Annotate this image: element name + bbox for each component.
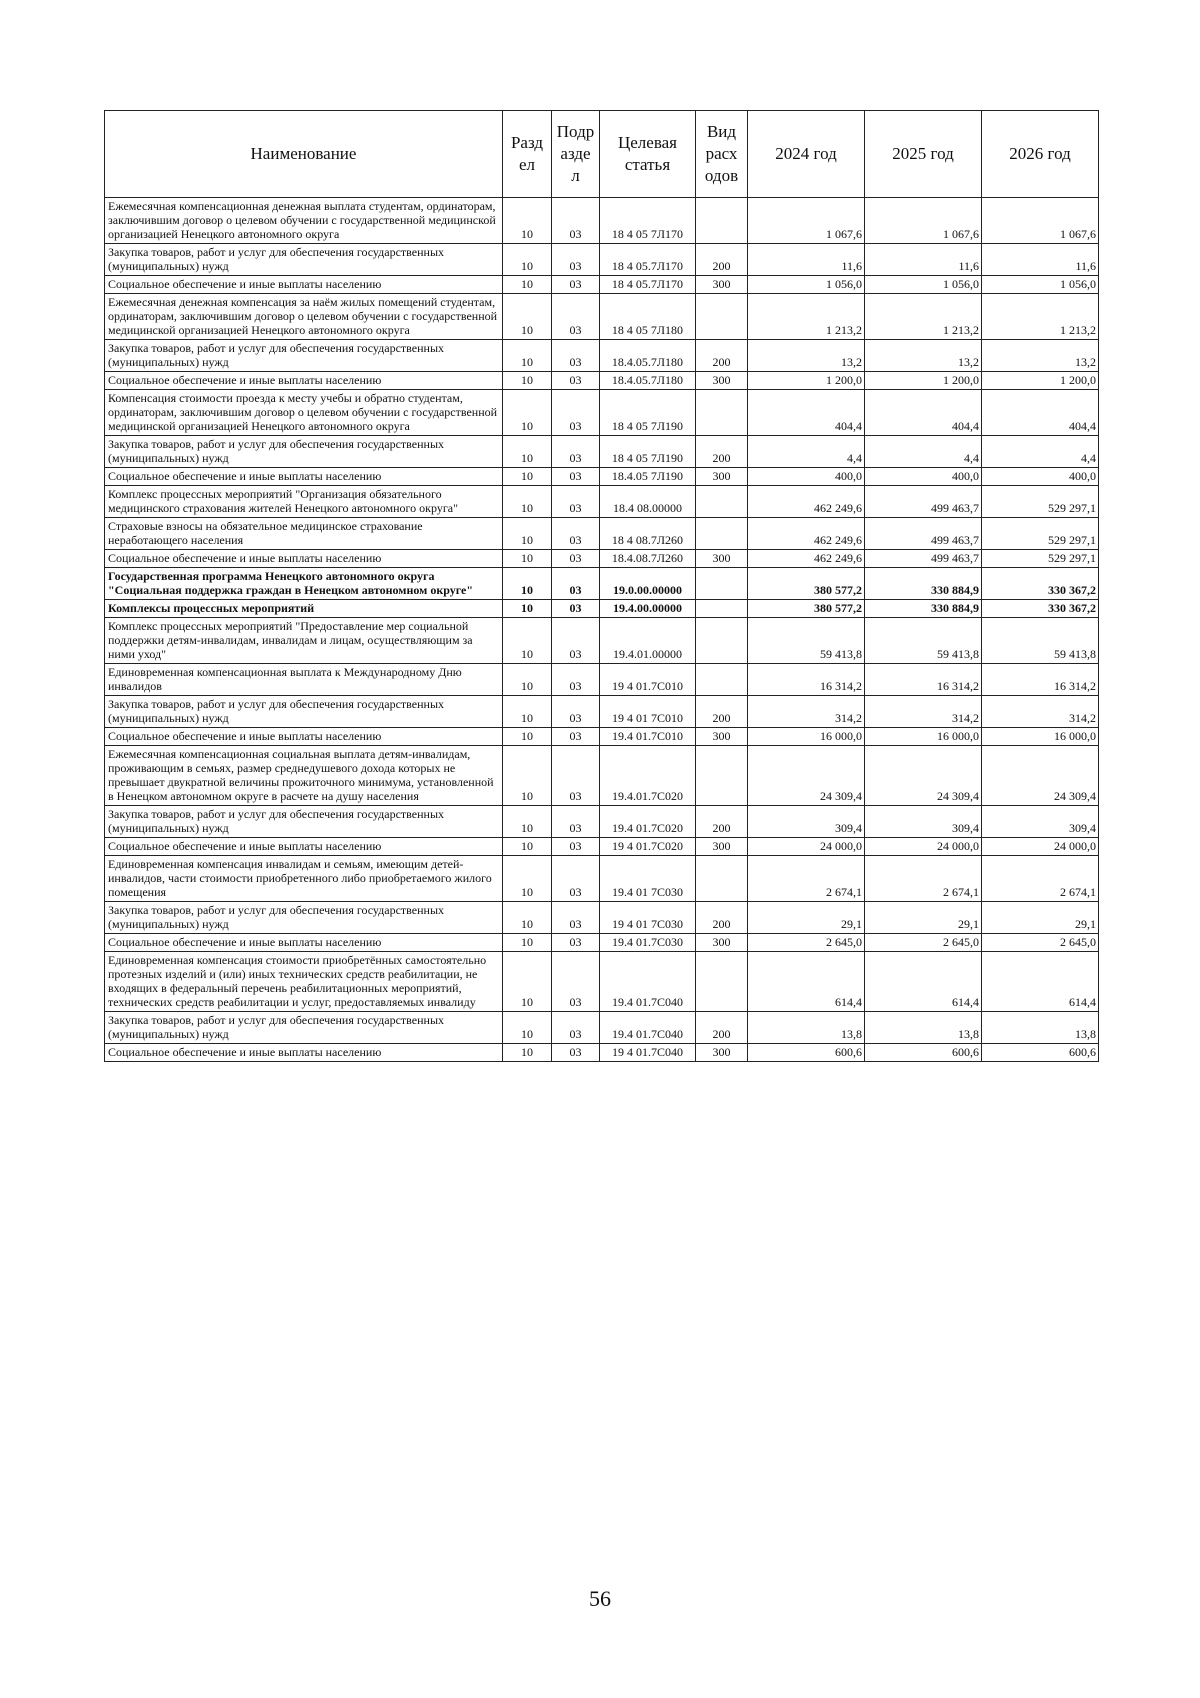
row-subsection: 03 — [552, 806, 600, 838]
row-value-2024: 2 645,0 — [748, 934, 865, 952]
row-section: 10 — [503, 340, 552, 372]
row-value-2024: 11,6 — [748, 244, 865, 276]
table-row — [105, 1012, 1099, 1044]
row-section: 10 — [503, 934, 552, 952]
row-value-2024: 16 314,2 — [748, 664, 865, 696]
row-expense-type: 300 — [696, 550, 748, 568]
row-target-article: 19 4 01.7С040 — [600, 1044, 696, 1062]
table-row — [105, 372, 1099, 390]
row-expense-type — [696, 746, 748, 806]
row-value-2025: 4,4 — [865, 436, 982, 468]
row-name: Государственная программа Ненецкого автономного округа "Социальная поддержка граждан в Ненецком автономном округе" — [105, 568, 503, 600]
row-target-article: 18 4 05 7Л170 — [600, 198, 696, 244]
row-value-2026: 2 645,0 — [982, 934, 1099, 952]
row-target-article: 19.4 01.7С030 — [600, 934, 696, 952]
table-row — [105, 340, 1099, 372]
row-value-2025: 309,4 — [865, 806, 982, 838]
table-row — [105, 244, 1099, 276]
header-subsection: Подр азде л — [552, 111, 600, 198]
row-expense-type: 300 — [696, 276, 748, 294]
row-value-2026: 309,4 — [982, 806, 1099, 838]
row-subsection: 03 — [552, 728, 600, 746]
row-section: 10 — [503, 696, 552, 728]
row-name: Комплексы процессных мероприятий — [105, 600, 503, 618]
row-value-2026: 16 314,2 — [982, 664, 1099, 696]
row-value-2025: 24 309,4 — [865, 746, 982, 806]
row-expense-type — [696, 618, 748, 664]
row-value-2026: 16 000,0 — [982, 728, 1099, 746]
row-value-2025: 29,1 — [865, 902, 982, 934]
row-value-2024: 13,2 — [748, 340, 865, 372]
table-row — [105, 486, 1099, 518]
row-value-2024: 462 249,6 — [748, 486, 865, 518]
row-expense-type: 300 — [696, 372, 748, 390]
row-target-article: 18.4.05 7Л190 — [600, 468, 696, 486]
row-name: Единовременная компенсация стоимости приобретённых самостоятельно протезных изделий и (или) иных технических средств реабилитации, не входящих в федеральный перечень реабилитационных мероприятий, технических средств реабилитации и услуг, предоставляемых инвалиду — [105, 952, 503, 1012]
row-expense-type — [696, 294, 748, 340]
row-value-2024: 380 577,2 — [748, 600, 865, 618]
row-subsection: 03 — [552, 934, 600, 952]
table-row — [105, 436, 1099, 468]
row-name: Социальное обеспечение и иные выплаты населению — [105, 934, 503, 952]
table-header-row — [105, 111, 1099, 198]
row-target-article: 18 4 05 7Л180 — [600, 294, 696, 340]
row-section: 10 — [503, 1012, 552, 1044]
row-value-2025: 59 413,8 — [865, 618, 982, 664]
row-section: 10 — [503, 856, 552, 902]
row-value-2024: 404,4 — [748, 390, 865, 436]
row-section: 10 — [503, 550, 552, 568]
row-name: Закупка товаров, работ и услуг для обеспечения государственных (муниципальных) нужд — [105, 244, 503, 276]
row-value-2026: 13,8 — [982, 1012, 1099, 1044]
row-expense-type: 300 — [696, 934, 748, 952]
row-value-2026: 24 000,0 — [982, 838, 1099, 856]
row-section: 10 — [503, 486, 552, 518]
row-target-article: 18 4 05 7Л190 — [600, 436, 696, 468]
row-value-2026: 4,4 — [982, 436, 1099, 468]
row-subsection: 03 — [552, 696, 600, 728]
table-row — [105, 276, 1099, 294]
table-row — [105, 198, 1099, 244]
row-subsection: 03 — [552, 952, 600, 1012]
row-name: Ежемесячная компенсационная денежная выплата студентам, ординаторам, заключившим договор о целевом обучении с государственной медицинской организацией Ненецкого автономного округа — [105, 198, 503, 244]
row-value-2024: 1 200,0 — [748, 372, 865, 390]
row-value-2025: 404,4 — [865, 390, 982, 436]
header-section: Разд ел — [503, 111, 552, 198]
row-value-2026: 600,6 — [982, 1044, 1099, 1062]
row-value-2024: 1 056,0 — [748, 276, 865, 294]
row-value-2026: 1 213,2 — [982, 294, 1099, 340]
row-value-2024: 1 213,2 — [748, 294, 865, 340]
row-value-2024: 59 413,8 — [748, 618, 865, 664]
row-value-2025: 499 463,7 — [865, 550, 982, 568]
row-target-article: 18.4.05.7Л180 — [600, 372, 696, 390]
row-value-2025: 1 200,0 — [865, 372, 982, 390]
row-name: Компенсация стоимости проезда к месту учебы и обратно студентам, ординаторам, заключившим договор о целевом обучении с государственной медицинской организацией Ненецкого автономного округа — [105, 390, 503, 436]
table-row — [105, 568, 1099, 600]
row-section: 10 — [503, 746, 552, 806]
row-target-article: 19 4 01.7С020 — [600, 838, 696, 856]
table-row — [105, 934, 1099, 952]
row-value-2025: 11,6 — [865, 244, 982, 276]
row-section: 10 — [503, 952, 552, 1012]
row-subsection: 03 — [552, 372, 600, 390]
row-value-2026: 13,2 — [982, 340, 1099, 372]
row-value-2025: 2 645,0 — [865, 934, 982, 952]
row-value-2026: 59 413,8 — [982, 618, 1099, 664]
row-expense-type — [696, 486, 748, 518]
row-subsection: 03 — [552, 276, 600, 294]
row-section: 10 — [503, 600, 552, 618]
row-expense-type: 200 — [696, 806, 748, 838]
table-body — [105, 198, 1099, 1062]
row-subsection: 03 — [552, 600, 600, 618]
row-value-2026: 1 056,0 — [982, 276, 1099, 294]
row-value-2024: 380 577,2 — [748, 568, 865, 600]
table-row — [105, 1044, 1099, 1062]
table-row — [105, 746, 1099, 806]
row-section: 10 — [503, 468, 552, 486]
row-target-article: 18.4.05.7Л180 — [600, 340, 696, 372]
row-target-article: 19 4 01 7С010 — [600, 696, 696, 728]
row-subsection: 03 — [552, 902, 600, 934]
table-row — [105, 728, 1099, 746]
row-value-2024: 16 000,0 — [748, 728, 865, 746]
row-value-2026: 29,1 — [982, 902, 1099, 934]
row-target-article: 19.4 01.7С040 — [600, 952, 696, 1012]
row-value-2026: 11,6 — [982, 244, 1099, 276]
table-row — [105, 952, 1099, 1012]
row-expense-type — [696, 568, 748, 600]
row-target-article: 18 4 05.7Л170 — [600, 276, 696, 294]
budget-table-page — [104, 110, 1098, 1062]
header-expense-type: Вид расх одов — [696, 111, 748, 198]
row-name: Единовременная компенсационная выплата к Международному Дню инвалидов — [105, 664, 503, 696]
row-value-2024: 314,2 — [748, 696, 865, 728]
row-value-2024: 600,6 — [748, 1044, 865, 1062]
row-value-2025: 2 674,1 — [865, 856, 982, 902]
row-name: Социальное обеспечение и иные выплаты населению — [105, 372, 503, 390]
table-row — [105, 468, 1099, 486]
row-subsection: 03 — [552, 390, 600, 436]
row-name: Ежемесячная компенсационная социальная выплата детям-инвалидам, проживающим в семьях, размер среднедушевого дохода которых не превышает двукратной величины прожиточного минимума, установленной в Ненецком автономном округе в расчете на душу населения — [105, 746, 503, 806]
row-expense-type — [696, 390, 748, 436]
row-value-2026: 529 297,1 — [982, 486, 1099, 518]
row-value-2024: 24 000,0 — [748, 838, 865, 856]
row-value-2026: 1 200,0 — [982, 372, 1099, 390]
row-target-article: 19.4.01.00000 — [600, 618, 696, 664]
row-value-2025: 1 056,0 — [865, 276, 982, 294]
row-expense-type — [696, 856, 748, 902]
row-value-2025: 314,2 — [865, 696, 982, 728]
row-expense-type — [696, 198, 748, 244]
row-name: Комплекс процессных мероприятий "Организация обязательного медицинского страхования жителей Ненецкого автономного округа" — [105, 486, 503, 518]
row-section: 10 — [503, 198, 552, 244]
header-name: Наименование — [105, 111, 503, 198]
row-value-2026: 400,0 — [982, 468, 1099, 486]
table-row — [105, 600, 1099, 618]
row-subsection: 03 — [552, 518, 600, 550]
row-name: Закупка товаров, работ и услуг для обеспечения государственных (муниципальных) нужд — [105, 806, 503, 838]
row-value-2025: 614,4 — [865, 952, 982, 1012]
row-value-2025: 499 463,7 — [865, 486, 982, 518]
table-row — [105, 696, 1099, 728]
table-row — [105, 856, 1099, 902]
table-row — [105, 664, 1099, 696]
row-name: Ежемесячная денежная компенсация за наём жилых помещений студентам, ординаторам, заключившим договор о целевом обучении с государственной медицинской организацией Ненецкого автономного округа — [105, 294, 503, 340]
header-target-article: Целевая статья — [600, 111, 696, 198]
row-section: 10 — [503, 902, 552, 934]
row-subsection: 03 — [552, 198, 600, 244]
row-section: 10 — [503, 294, 552, 340]
row-name: Страховые взносы на обязательное медицинское страхование неработающего населения — [105, 518, 503, 550]
row-expense-type: 300 — [696, 468, 748, 486]
row-section: 10 — [503, 618, 552, 664]
row-value-2024: 614,4 — [748, 952, 865, 1012]
row-value-2025: 1 213,2 — [865, 294, 982, 340]
row-name: Закупка товаров, работ и услуг для обеспечения государственных (муниципальных) нужд — [105, 340, 503, 372]
row-value-2025: 16 314,2 — [865, 664, 982, 696]
row-name: Социальное обеспечение и иные выплаты населению — [105, 1044, 503, 1062]
row-subsection: 03 — [552, 568, 600, 600]
row-subsection: 03 — [552, 486, 600, 518]
row-name: Социальное обеспечение и иные выплаты населению — [105, 468, 503, 486]
row-value-2026: 1 067,6 — [982, 198, 1099, 244]
row-value-2026: 314,2 — [982, 696, 1099, 728]
row-expense-type: 200 — [696, 244, 748, 276]
row-target-article: 19.0.00.00000 — [600, 568, 696, 600]
row-subsection: 03 — [552, 618, 600, 664]
row-target-article: 19.4 01 7С030 — [600, 856, 696, 902]
row-subsection: 03 — [552, 468, 600, 486]
table-row — [105, 518, 1099, 550]
header-year-2026: 2026 год — [982, 111, 1099, 198]
row-expense-type — [696, 664, 748, 696]
row-value-2026: 330 367,2 — [982, 568, 1099, 600]
row-name: Закупка товаров, работ и услуг для обеспечения государственных (муниципальных) нужд — [105, 696, 503, 728]
table-row — [105, 550, 1099, 568]
row-section: 10 — [503, 436, 552, 468]
row-subsection: 03 — [552, 244, 600, 276]
row-value-2024: 24 309,4 — [748, 746, 865, 806]
row-value-2024: 462 249,6 — [748, 550, 865, 568]
row-value-2026: 614,4 — [982, 952, 1099, 1012]
row-section: 10 — [503, 728, 552, 746]
row-value-2024: 309,4 — [748, 806, 865, 838]
row-section: 10 — [503, 664, 552, 696]
row-section: 10 — [503, 518, 552, 550]
row-name: Социальное обеспечение и иные выплаты населению — [105, 276, 503, 294]
row-target-article: 19.4 01.7С040 — [600, 1012, 696, 1044]
row-value-2025: 499 463,7 — [865, 518, 982, 550]
row-subsection: 03 — [552, 436, 600, 468]
row-value-2025: 16 000,0 — [865, 728, 982, 746]
table-row — [105, 618, 1099, 664]
row-value-2024: 2 674,1 — [748, 856, 865, 902]
row-target-article: 19 4 01.7С010 — [600, 664, 696, 696]
row-expense-type — [696, 600, 748, 618]
table-row — [105, 806, 1099, 838]
table-row — [105, 902, 1099, 934]
row-expense-type: 200 — [696, 436, 748, 468]
row-value-2024: 400,0 — [748, 468, 865, 486]
row-section: 10 — [503, 276, 552, 294]
row-subsection: 03 — [552, 1044, 600, 1062]
row-value-2025: 600,6 — [865, 1044, 982, 1062]
row-expense-type: 300 — [696, 838, 748, 856]
row-value-2024: 462 249,6 — [748, 518, 865, 550]
row-subsection: 03 — [552, 838, 600, 856]
row-value-2025: 330 884,9 — [865, 568, 982, 600]
row-value-2024: 1 067,6 — [748, 198, 865, 244]
row-subsection: 03 — [552, 746, 600, 806]
row-name: Социальное обеспечение и иные выплаты населению — [105, 838, 503, 856]
row-value-2026: 404,4 — [982, 390, 1099, 436]
row-name: Комплекс процессных мероприятий "Предоставление мер социальной поддержки детям-инвалидам, инвалидам и лицам, осуществляющим за ними уход" — [105, 618, 503, 664]
row-section: 10 — [503, 372, 552, 390]
row-expense-type — [696, 518, 748, 550]
row-target-article: 18 4 08.7Л260 — [600, 518, 696, 550]
row-subsection: 03 — [552, 1012, 600, 1044]
row-section: 10 — [503, 838, 552, 856]
row-value-2024: 4,4 — [748, 436, 865, 468]
header-year-2024: 2024 год — [748, 111, 865, 198]
row-subsection: 03 — [552, 340, 600, 372]
table-row — [105, 390, 1099, 436]
row-value-2026: 529 297,1 — [982, 550, 1099, 568]
row-name: Социальное обеспечение и иные выплаты населению — [105, 728, 503, 746]
row-target-article: 18.4 08.00000 — [600, 486, 696, 518]
row-expense-type — [696, 952, 748, 1012]
row-value-2024: 29,1 — [748, 902, 865, 934]
row-expense-type: 200 — [696, 340, 748, 372]
row-name: Единовременная компенсация инвалидам и семьям, имеющим детей-инвалидов, части стоимости приобретенного либо приобретаемого жилого помещения — [105, 856, 503, 902]
row-section: 10 — [503, 244, 552, 276]
row-value-2025: 13,8 — [865, 1012, 982, 1044]
table-row — [105, 838, 1099, 856]
row-expense-type: 300 — [696, 1044, 748, 1062]
row-value-2024: 13,8 — [748, 1012, 865, 1044]
budget-table — [104, 110, 1099, 1062]
table-row — [105, 294, 1099, 340]
row-expense-type: 300 — [696, 728, 748, 746]
row-expense-type: 200 — [696, 696, 748, 728]
header-year-2025: 2025 год — [865, 111, 982, 198]
row-subsection: 03 — [552, 856, 600, 902]
row-section: 10 — [503, 806, 552, 838]
row-name: Социальное обеспечение и иные выплаты населению — [105, 550, 503, 568]
row-name: Закупка товаров, работ и услуг для обеспечения государственных (муниципальных) нужд — [105, 436, 503, 468]
row-name: Закупка товаров, работ и услуг для обеспечения государственных (муниципальных) нужд — [105, 1012, 503, 1044]
row-value-2025: 24 000,0 — [865, 838, 982, 856]
row-value-2026: 2 674,1 — [982, 856, 1099, 902]
row-subsection: 03 — [552, 294, 600, 340]
page-number: 56 — [589, 1586, 611, 1611]
row-value-2026: 330 367,2 — [982, 600, 1099, 618]
row-value-2026: 24 309,4 — [982, 746, 1099, 806]
row-target-article: 19.4 01.7С010 — [600, 728, 696, 746]
row-value-2026: 529 297,1 — [982, 518, 1099, 550]
row-target-article: 19.4.01.7С020 — [600, 746, 696, 806]
row-section: 10 — [503, 1044, 552, 1062]
row-target-article: 19.4 01.7С020 — [600, 806, 696, 838]
row-section: 10 — [503, 390, 552, 436]
row-value-2025: 400,0 — [865, 468, 982, 486]
row-value-2025: 1 067,6 — [865, 198, 982, 244]
row-subsection: 03 — [552, 664, 600, 696]
row-target-article: 18 4 05 7Л190 — [600, 390, 696, 436]
row-value-2025: 13,2 — [865, 340, 982, 372]
row-value-2025: 330 884,9 — [865, 600, 982, 618]
row-section: 10 — [503, 568, 552, 600]
row-target-article: 19.4.00.00000 — [600, 600, 696, 618]
row-target-article: 18 4 05.7Л170 — [600, 244, 696, 276]
row-expense-type: 200 — [696, 1012, 748, 1044]
row-target-article: 19 4 01 7С030 — [600, 902, 696, 934]
row-name: Закупка товаров, работ и услуг для обеспечения государственных (муниципальных) нужд — [105, 902, 503, 934]
row-expense-type: 200 — [696, 902, 748, 934]
row-subsection: 03 — [552, 550, 600, 568]
row-target-article: 18.4.08.7Л260 — [600, 550, 696, 568]
